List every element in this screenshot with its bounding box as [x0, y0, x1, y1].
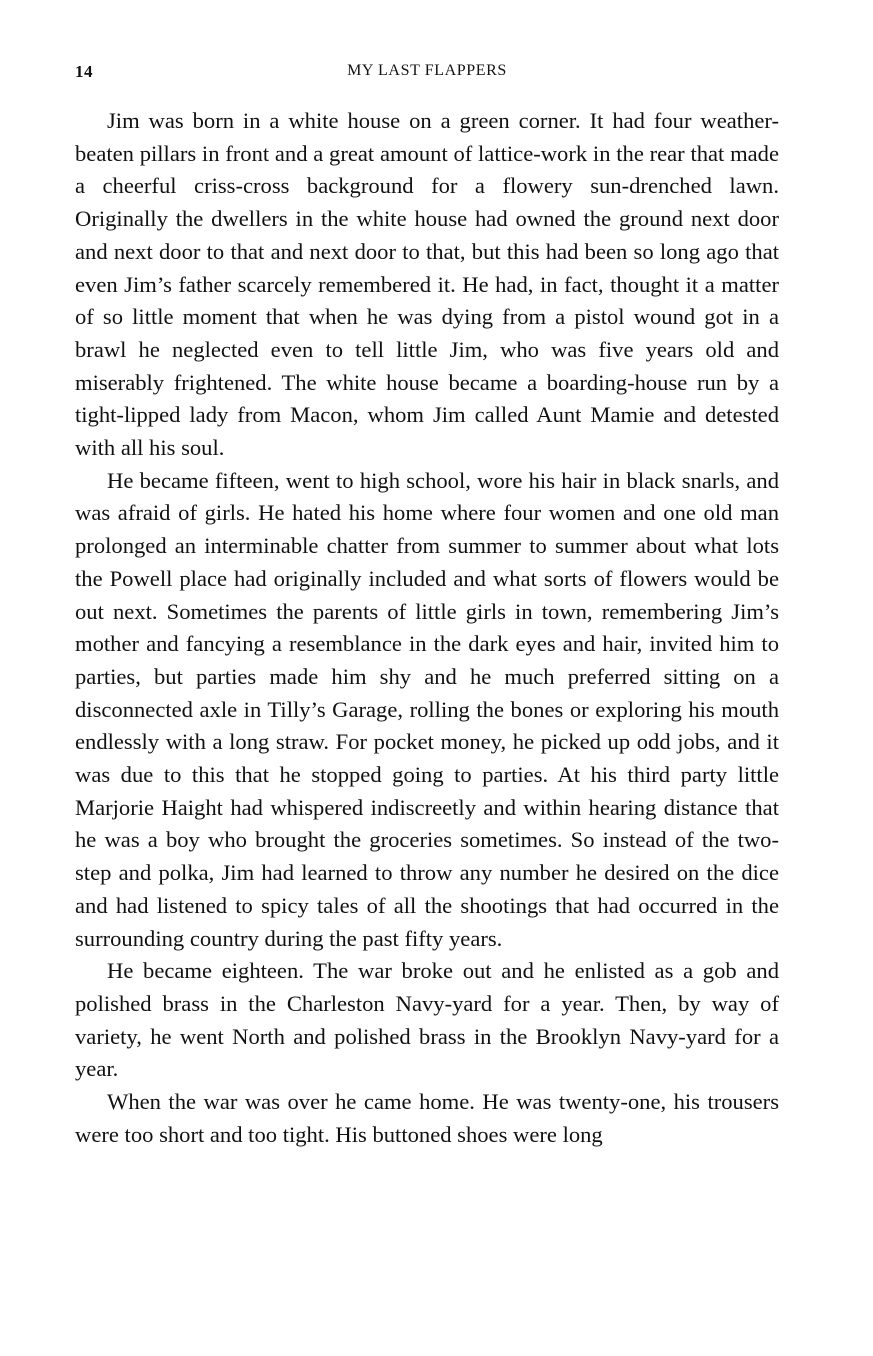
paragraph-2: He became fifteen, went to high school, wore his hair in black snarls, and was afraid of girls. He hated his home where four women and one old man prolonged an interminable chatter from summer to summer about what lots the Powell place had originally included and what sorts of flowers would be out next. Sometimes the parents of little girls in town, remembering Jim’s mother and fancying a resemblance in the dark eyes and hair, invited him to parties, but parties made him shy and he much preferred sitting on a disconnected axle in Tilly’s Garage, rolling the bones or exploring his mouth endlessly with a long straw. For pocket money, he picked up odd jobs, and it was due to this that he stopped going to parties. At his third party little Marjorie Haight had whispered indiscreetly and within hearing distance that he was a boy who brought the groceries sometimes. So instead of the two-step and polka, Jim had learned to throw any number he desired on the dice and had listened to spicy tales of all the shootings that had occurred in the surrounding country during the past fifty years.: [75, 467, 779, 951]
paragraph-3: He became eighteen. The war broke out and he enlisted as a gob and polished brass in the Charleston Navy-yard for a year. Then, by way of variety, he went North and polished brass in the Brooklyn Navy-yard for a year.: [75, 958, 779, 1082]
book-title: MY LAST FLAPPERS: [347, 62, 507, 79]
paragraph-4: When the war was over he came home. He was twenty-one, his trousers were too short and too tight. His buttoned shoes were long: [75, 1089, 779, 1147]
paragraph-1: Jim was born in a white house on a green corner. It had four weather-beaten pillars in front and a great amount of lattice-work in the rear that made a cheerful criss-cross background for a flowery sun-drenched lawn. Originally the dwellers in the white house had owned the ground next door and next door to that and next door to that, but this had been so long ago that even Jim’s father scarcely remembered it. He had, in fact, thought it a matter of so little moment that when he was dying from a pistol wound got in a brawl he neglected even to tell little Jim, who was five years old and miserably frightened. The white house became a boarding-house run by a tight-lipped lady from Macon, whom Jim called Aunt Mamie and detested with all his soul.: [75, 108, 779, 461]
running-head: [75, 62, 779, 86]
page-number: 14: [75, 62, 93, 81]
body-text: [75, 105, 779, 1152]
